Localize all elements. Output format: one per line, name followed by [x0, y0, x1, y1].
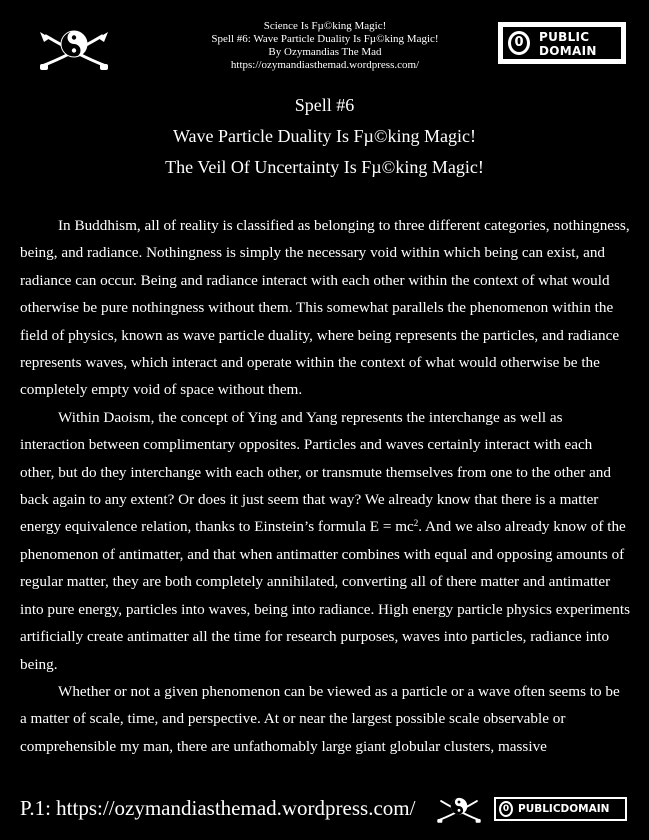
header-spell-title: Spell #6: Wave Particle Duality Is Fµ©king Magic! [211, 33, 439, 45]
public-domain-badge [498, 22, 626, 64]
footer-public-domain-badge [494, 797, 627, 821]
footer-page-url[interactable]: P.1: https://ozymandiasthemad.wordpress.com/ [20, 796, 416, 820]
footer-badge-text: PUBLICDOMAIN [518, 803, 610, 815]
superscript-two: 2 [413, 518, 419, 529]
header-series-title: Science Is Fµ©king Magic! [263, 20, 387, 32]
header-author: By Ozymandias The Mad [268, 46, 382, 58]
spell-subtitle: The Veil Of Uncertainty Is Fµ©king Magic! [165, 157, 484, 177]
yin-yang-crossed-swords-icon [38, 26, 110, 74]
badge-line-public: PUBLIC [539, 30, 590, 44]
public-domain-zero-icon: 0 [508, 31, 530, 55]
yin-yang-crossed-swords-icon [436, 794, 482, 826]
header-info [150, 20, 500, 72]
body-text [20, 212, 630, 760]
paragraph-daoism-part1: Within Daoism, the concept of Ying and Yang represents the interchange as well as interaction between complimentary opposites. Particles and waves certainly interact with each other, but do they interchange with each other, or transmute themselves from one to the other and back again to any extent? Or does it just seem that way? We already know that there is a matter energy equivalence relation, thanks to Einstein’s formula E = mc [20, 408, 611, 536]
paragraph-daoism [20, 404, 630, 678]
spell-main-title: Wave Particle Duality Is Fµ©king Magic! [172, 126, 477, 146]
paragraph-daoism-part2: . And we also already know of the phenomenon of antimatter, and that when antimatter combines with equal and opposing amounts of regular matter, they are both completely annihilated, converting all of there matter and antimatter into pure energy, particles into waves, being into radiance. High energy particle physics experiments artificially create antimatter all the time for research purposes, waves into particles, radiance into being. [20, 518, 630, 673]
paragraph-buddhism: In Buddhism, all of reality is classified as belonging to three different categories, nothingness, being, and radiance. Nothingness is simply the necessary void within which being can exist, and radiance can occur. Being and radiance interact with each other within the context of what would otherwise be pure nothingness without them. This somewhat parallels the phenomenon within the field of physics, known as wave particle duality, where being represents the particles, and radiance represents waves, which interact and operate within the context of what would otherwise be the completely empty void of space without them. [20, 217, 630, 399]
header-url: https://ozymandiasthemad.wordpress.com/ [230, 59, 420, 71]
spell-number-title: Spell #6 [294, 95, 355, 115]
badge-line-domain: DOMAIN [539, 44, 597, 58]
title-block [0, 90, 649, 183]
paragraph-scale: Whether or not a given phenomenon can be viewed as a particle or a wave often seems to be a matter of scale, time, and perspective. At or near the largest possible scale observable or comprehensible my man, there are unfathomably large giant globular clusters, massive [20, 682, 620, 755]
public-domain-zero-icon: 0 [499, 801, 513, 817]
